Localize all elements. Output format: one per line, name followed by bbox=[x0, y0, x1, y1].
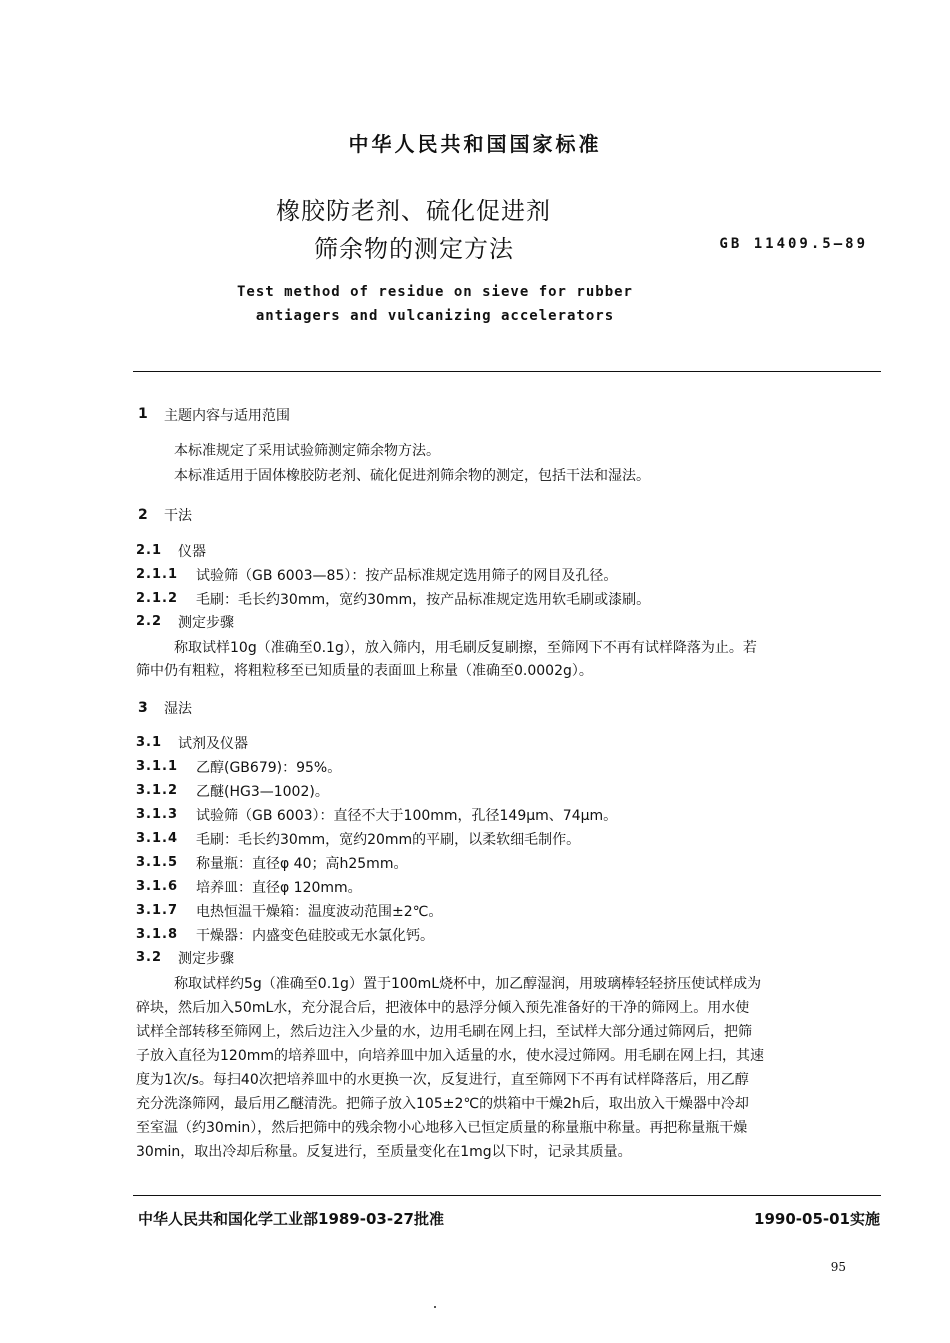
section-3-1-1-number: 3.1.1 bbox=[136, 759, 179, 774]
section-2-2-number: 2.2 bbox=[136, 614, 163, 629]
section-3-1-2-number: 3.1.2 bbox=[136, 783, 179, 798]
page-number: 95 bbox=[830, 1260, 846, 1274]
section-3-1-8-text: 干燥器：内盛变色硅胶或无水氯化钙。 bbox=[196, 928, 434, 944]
section-2-1-number: 2.1 bbox=[136, 543, 163, 558]
section-3-1-8-number: 3.1.8 bbox=[136, 927, 179, 942]
title-cn-line2: 筛余物的测定方法 bbox=[314, 235, 514, 263]
section-1-paragraph-1: 本标准规定了采用试验筛测定筛余物方法。 bbox=[174, 443, 440, 459]
section-2-1-1-text: 试验筛（GB 6003—85）：按产品标准规定选用筛子的网目及孔径。 bbox=[196, 568, 618, 584]
section-2-2-title: 测定步骤 bbox=[178, 615, 234, 631]
section-3-2-line: 30min，取出冷却后称量。反复进行，至质量变化在1mg以下时，记录其质量。 bbox=[136, 1144, 632, 1160]
section-3-2-line: 称取试样约5g（准确至0.1g）置于100mL烧杯中，加乙醇湿润，用玻璃棒轻轻挤压使试样成为 bbox=[174, 976, 762, 992]
section-3-1-5-text: 称量瓶：直径φ 40；高h25mm。 bbox=[196, 856, 408, 872]
document-header-org: 中华人民共和国国家标准 bbox=[348, 132, 602, 156]
footer-rule bbox=[133, 1195, 881, 1196]
section-3-title: 湿法 bbox=[164, 701, 192, 717]
section-1-number: 1 bbox=[138, 406, 148, 422]
section-3-2-line: 至室温（约30min），然后把筛中的残余物小心地移入已恒定质量的称量瓶中称量。再把称量瓶干燥 bbox=[136, 1120, 748, 1136]
section-3-1-4-number: 3.1.4 bbox=[136, 831, 179, 846]
section-3-1-6-text: 培养皿：直径φ 120mm。 bbox=[196, 880, 362, 896]
section-3-1-4-text: 毛刷：毛长约30mm，宽约20mm的平刷，以柔软细毛制作。 bbox=[196, 832, 581, 848]
section-3-1-1-text: 乙醇(GB679)：95%。 bbox=[196, 760, 342, 776]
section-3-1-number: 3.1 bbox=[136, 735, 163, 750]
section-2-title: 干法 bbox=[164, 508, 192, 524]
section-3-1-5-number: 3.1.5 bbox=[136, 855, 179, 870]
section-3-2-line: 充分洗涤筛网，最后用乙醚清洗。把筛子放入105±2℃的烘箱中干燥2h后，取出放入干燥器中冷却 bbox=[136, 1096, 749, 1112]
section-2-2-line-1: 称取试样10g（准确至0.1g），放入筛内，用毛刷反复刷擦，至筛网下不再有试样降落为止。若 bbox=[174, 640, 757, 656]
section-3-1-3-number: 3.1.3 bbox=[136, 807, 179, 822]
section-2-number: 2 bbox=[138, 507, 148, 523]
section-3-1-6-number: 3.1.6 bbox=[136, 879, 179, 894]
section-2-2-line-2: 筛中仍有粗粒，将粗粒移至已知质量的表面皿上称量（准确至0.0002g）。 bbox=[136, 663, 593, 679]
section-2-1-2-number: 2.1.2 bbox=[136, 591, 179, 606]
section-3-2-line: 度为1次/s。每扫40次把培养皿中的水更换一次，反复进行，直至筛网下不再有试样降落后，用乙醇 bbox=[136, 1072, 749, 1088]
section-3-2-title: 测定步骤 bbox=[178, 951, 234, 967]
title-cn-line1: 橡胶防老剂、硫化促进剂 bbox=[276, 197, 551, 225]
section-2-1-1-number: 2.1.1 bbox=[136, 567, 179, 582]
section-2-1-2-text: 毛刷：毛长约30mm，宽约30mm，按产品标准规定选用软毛刷或漆刷。 bbox=[196, 592, 651, 608]
section-3-2-line: 试样全部转移至筛网上，然后边注入少量的水，边用毛刷在网上扫，至试样大部分通过筛网后，把筛 bbox=[136, 1024, 752, 1040]
footer-approval: 中华人民共和国化学工业部1989-03-27批准 bbox=[138, 1210, 444, 1228]
scan-speck bbox=[434, 1306, 436, 1308]
section-3-2-line: 碎块，然后加入50mL水，充分混合后，把液体中的悬浮分倾入预先准备好的干净的筛网上。用水使 bbox=[136, 1000, 750, 1016]
section-1-paragraph-2: 本标准适用于固体橡胶防老剂、硫化促进剂筛余物的测定，包括干法和湿法。 bbox=[174, 468, 650, 484]
footer-effective-date: 1990-05-01实施 bbox=[754, 1210, 880, 1228]
section-3-1-title: 试剂及仪器 bbox=[178, 736, 248, 752]
section-1-title: 主题内容与适用范围 bbox=[164, 408, 290, 424]
title-en-line1: Test method of residue on sieve for rubber bbox=[236, 284, 633, 300]
section-3-1-3-text: 试验筛（GB 6003）：直径不大于100mm，孔径149μm、74μm。 bbox=[196, 808, 618, 824]
section-2-1-title: 仪器 bbox=[178, 544, 206, 560]
section-3-1-7-text: 电热恒温干燥箱：温度波动范围±2℃。 bbox=[196, 904, 443, 920]
section-3-1-7-number: 3.1.7 bbox=[136, 903, 179, 918]
title-en-line2: antiagers and vulcanizing accelerators bbox=[255, 308, 615, 324]
section-3-1-2-text: 乙醚(HG3—1002)。 bbox=[196, 784, 329, 800]
standard-code: GB 11409.5—89 bbox=[719, 236, 868, 252]
header-rule bbox=[133, 371, 881, 372]
section-3-2-number: 3.2 bbox=[136, 950, 163, 965]
section-3-2-line: 子放入直径为120mm的培养皿中，向培养皿中加入适量的水，使水浸过筛网。用毛刷在网上扫，其速 bbox=[136, 1048, 764, 1064]
section-3-number: 3 bbox=[138, 700, 148, 716]
